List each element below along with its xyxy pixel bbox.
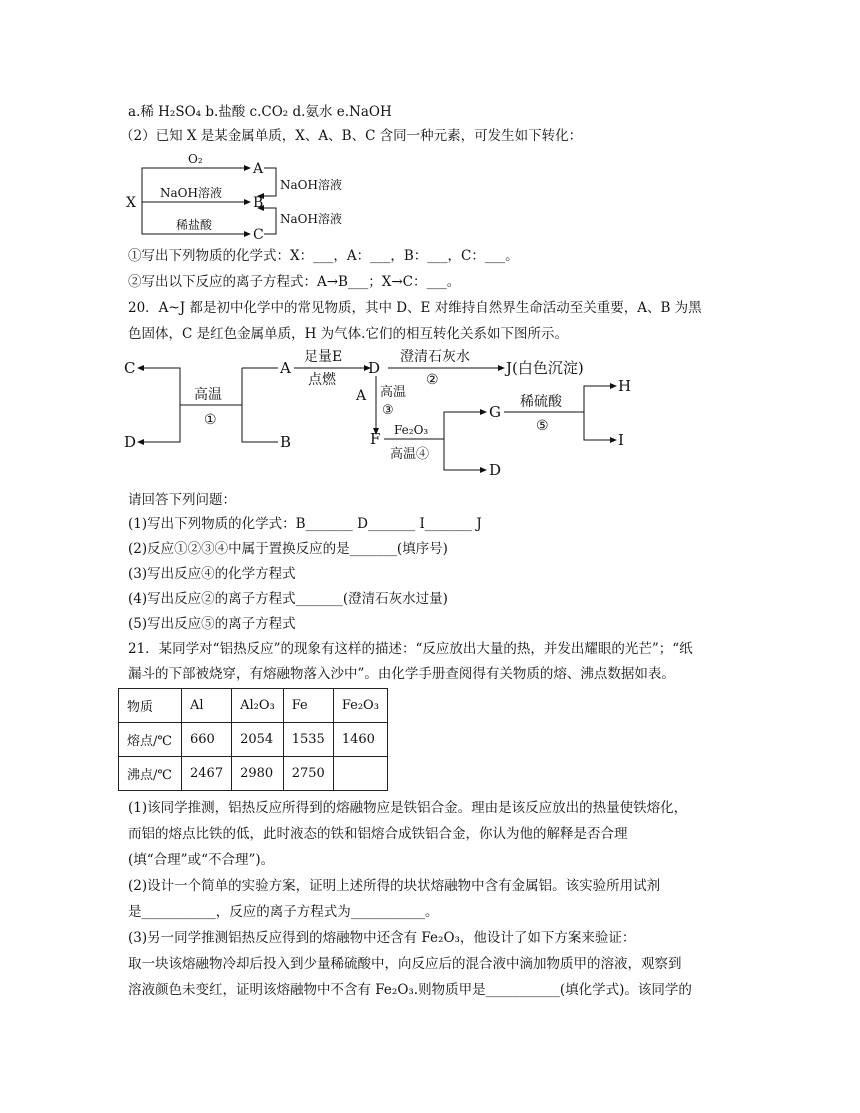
table-row [119, 757, 388, 791]
q21-p1-line2: 而铝的熔点比铁的低，此时液态的铁和铝熔合成铁铝合金，你认为他的解释是否合理 [128, 826, 628, 842]
q20-a-side: A [356, 388, 367, 404]
q20-circ-1: ① [204, 412, 217, 428]
table-cell: 熔点/℃ [119, 723, 182, 757]
q20-circ-5: ⑤ [536, 418, 549, 434]
q21-intro-line1: 21．某同学对“铝热反应”的现象有这样的描述：“反应放出大量的热，并发出耀眼的光芒”；“纸 [128, 641, 693, 657]
q20-question-2: (2)反应①②③④中属于置换反应的是_______(填序号) [128, 541, 448, 557]
q19-c-label: C [253, 227, 264, 243]
q21-p1-line1: (1)该同学推测，铝热反应所得到的熔融物应是铁铝合金。理由是该反应放出的热量使铁熔化， [128, 800, 688, 816]
q20-ignite: 点燃 [308, 372, 336, 388]
q20-please-answer: 请回答下列问题： [128, 492, 236, 508]
q20-intro-line1: 20．A~J 都是初中化学中的常见物质，其中 D、E 对维持自然界生命活动至关重要，A、B 为黑 [128, 300, 702, 316]
q21-p3-line3: 溶液颜色未变红，证明该熔融物中不含有 Fe₂O₃.则物质甲是___________(填化学式)。该同学的 [128, 982, 692, 998]
q19-options: a.稀 H₂SO₄ b.盐酸 c.CO₂ d.氨水 e.NaOH [128, 104, 392, 120]
q21-p3-line2: 取一块该熔融物冷却后投入到少量稀硫酸中，向反应后的混合液中滴加物质甲的溶液，观察到 [128, 956, 682, 972]
q20-limewater: 澄清石灰水 [400, 349, 470, 365]
q19-o2-label: O₂ [188, 152, 203, 166]
q19-question-1: ①写出下列物质的化学式：X：___，A：___，B：___，C：___。 [128, 248, 519, 264]
q20-circ-2: ② [426, 372, 439, 388]
table-cell: 1460 [333, 723, 387, 757]
q20-g-label: G [489, 403, 501, 421]
q19-x-label: X [126, 195, 136, 211]
q20-question-4: (4)写出反应②的离子方程式_______(澄清石灰水过量) [128, 591, 448, 607]
q20-high-temp-3: 高温 [380, 385, 407, 400]
q19-naoh-label: NaOH溶液 [160, 186, 222, 200]
q19-part2-intro: （2）已知 X 是某金属单质，X、A、B、C 含同一种元素，可发生如下转化： [120, 128, 583, 144]
table-cell: 2980 [232, 757, 284, 791]
q20-question-5: (5)写出反应⑤的离子方程式 [128, 616, 296, 632]
q19-a-label: A [253, 161, 264, 177]
q20-dilute-h2so4: 稀硫酸 [520, 394, 562, 410]
q20-j-label: J(白色沉淀) [506, 359, 584, 377]
q20-excess-e: 足量E [304, 349, 343, 365]
table-header-row [119, 689, 388, 723]
table-row [119, 723, 388, 757]
q21-p3-line1: (3)另一同学推测铝热反应得到的熔融物中还含有 Fe₂O₃，他设计了如下方案来验证： [128, 930, 636, 946]
q20-high-temp-1: 高温 [194, 387, 222, 403]
q20-d-label: D [368, 359, 381, 377]
q21-p2-line2: 是___________，反应的离子方程式为___________。 [128, 904, 439, 920]
q20-d-label-bottom: D [489, 461, 502, 479]
q21-intro-line2: 漏斗的下部被烧穿，有熔融物落入沙中”。由化学手册查阅得有关物质的熔、沸点数据如表。 [128, 666, 675, 682]
q20-a-label: A [280, 359, 291, 377]
q20-b-label: B [280, 433, 292, 451]
q21-p2-line1: (2)设计一个简单的实验方案，证明上述所得的块状熔融物中含有金属铝。该实验所用试剂 [128, 878, 661, 894]
q20-f-label: F [370, 430, 381, 448]
table-header-cell: Fe₂O₃ [333, 689, 387, 723]
q20-high-temp-4: 高温④ [390, 447, 430, 462]
q20-c-label: C [124, 359, 136, 377]
q20-question-1: (1)写出下列物质的化学式：B_______ D_______ I_______ J [128, 516, 482, 532]
q21-p1-line3: (填“合理”或“不合理”)。 [128, 852, 275, 868]
melting-boiling-point-table [118, 688, 388, 791]
table-cell: 660 [182, 723, 232, 757]
q19-naoh-label-3: NaOH溶液 [280, 212, 342, 226]
table-header-cell: 物质 [119, 689, 182, 723]
q19-conversion-diagram [120, 146, 360, 246]
q20-fe2o3: Fe₂O₃ [394, 423, 429, 437]
q20-question-3: (3)写出反应④的化学方程式 [128, 566, 296, 582]
table-cell: 沸点/℃ [119, 757, 182, 791]
table-header-cell: Al₂O₃ [232, 689, 284, 723]
q19-b-label: B [253, 195, 264, 211]
table-cell [333, 757, 387, 791]
q20-h-label: H [618, 377, 632, 395]
table-cell: 2750 [283, 757, 333, 791]
q19-question-2: ②写出以下反应的离子方程式：A→B___；X→C：___。 [128, 274, 461, 290]
q19-naoh-label-2: NaOH溶液 [280, 178, 342, 192]
q20-intro-line2: 色固体，C 是红色金属单质，H 为气体.它们的相互转化关系如下图所示。 [128, 326, 568, 342]
q19-hcl-label: 稀盐酸 [176, 218, 213, 232]
table-cell: 1535 [283, 723, 333, 757]
q20-i-label: I [618, 431, 624, 449]
table-cell: 2054 [232, 723, 284, 757]
q20-d-label-left: D [124, 433, 137, 451]
table-header-cell: Al [182, 689, 232, 723]
table-header-cell: Fe [283, 689, 333, 723]
q20-circ-3: ③ [382, 403, 394, 418]
q20-relation-diagram [118, 344, 638, 480]
table-cell: 2467 [182, 757, 232, 791]
